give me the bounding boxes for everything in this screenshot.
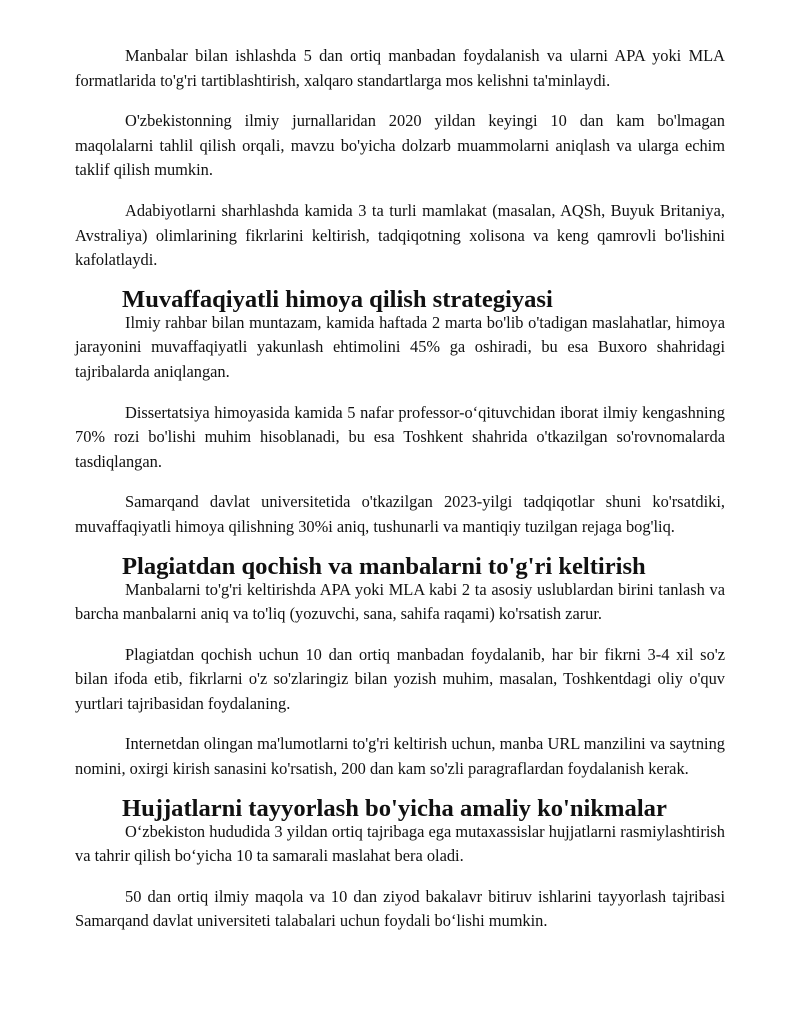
paragraph: O‘zbekiston hududida 3 yildan ortiq tajribaga ega mutaxassislar hujjatlarni rasmiylashtirish va tahrir qilish bo‘yicha 10 ta samarali maslahat bera oladi. [75,821,725,866]
paragraph: Dissertatsiya himoyasida kamida 5 nafar professor-o‘qituvchidan iborat ilmiy kengashning 70% rozi bo'lishi muhim hisoblanadi, bu esa Toshkent shahrida o'tkazilgan so'rovnomalarda tasdiqlangan. [75,402,725,471]
paragraph: 50 dan ortiq ilmiy maqola va 10 dan ziyod bakalavr bitiruv ishlarini tayyorlash tajribasi Samarqand davlat universiteti talabalari uchun foydali bo‘lishi mumkin. [75,886,725,931]
document-page [75,44,725,950]
section-plagiat [75,552,725,782]
paragraph: Adabiyotlarni sharhlashda kamida 3 ta turli mamlakat (masalan, AQSh, Buyuk Britaniya, Avstraliya) olimlarining fikrlarini keltirish, tadqiqotning xolisona va keng qamrovli bo'lishini kafolatlaydi. [75,200,725,270]
paragraph: Plagiatdan qochish uchun 10 dan ortiq manbadan foydalanib, har bir fikrni 3-4 xil so'z bilan ifoda etib, fikrlarni o'z so'zlaringiz bilan yozish muhim, masalan, Toshkentdagi oliy o'quv yurtlari tajribasidan foydalaning. [75,644,725,713]
paragraph: Manbalarni to'g'ri keltirishda APA yoki MLA kabi 2 ta asosiy uslublardan birini tanlash va barcha manbalarni aniq va to'liq (yozuvchi, sana, sahifa raqami) ko'rsatish zarur. [75,579,725,624]
section-heading: Hujjatlarni tayyorlash bo'yicha amaliy ko'nikmalar [122,794,667,822]
paragraph: O'zbekistonning ilmiy jurnallaridan 2020 yildan keyingi 10 dan kam bo'lmagan maqolalarni tahlil qilish orqali, mavzu bo'yicha dolzarb muammolarni aniqlash va ularga echim taklif qilish mumkin. [75,111,725,180]
section-hujjatlar [75,794,725,934]
section-himoya [75,285,725,540]
section-heading: Plagiatdan qochish va manbalarni to'g'ri keltirish [122,552,646,580]
paragraph: Internetdan olingan ma'lumotlarni to'g'ri keltirish uchun, manba URL manzilini va saytning nomini, oxirgi kirish sanasini ko'rsatish, 200 dan kam so'zli paragraflardan foydalanish kerak. [75,734,725,779]
section-heading: Muvaffaqiyatli himoya qilish strategiyasi [122,285,553,313]
paragraph: Ilmiy rahbar bilan muntazam, kamida haftada 2 marta bo'lib o'tadigan maslahatlar, himoya jarayonini muvaffaqiyatli yakunlash ehtimolini 45% ga oshiradi, bu esa Buxoro shahridagi tajribalarda aniqlangan. [75,312,725,381]
paragraph: Samarqand davlat universitetida o'tkazilgan 2023-yilgi tadqiqotlar shuni ko'rsatdiki, muvaffaqiyatli himoya qilishning 30%i aniq, tushunarli va mantiqiy tuzilgan rejaga bog'liq. [75,492,725,536]
paragraph: Manbalar bilan ishlashda 5 dan ortiq manbadan foydalanish va ularni APA yoki MLA formatlarida to'g'ri tartiblashtirish, xalqaro standartlarga mos kelishni ta'minlaydi. [75,46,725,90]
